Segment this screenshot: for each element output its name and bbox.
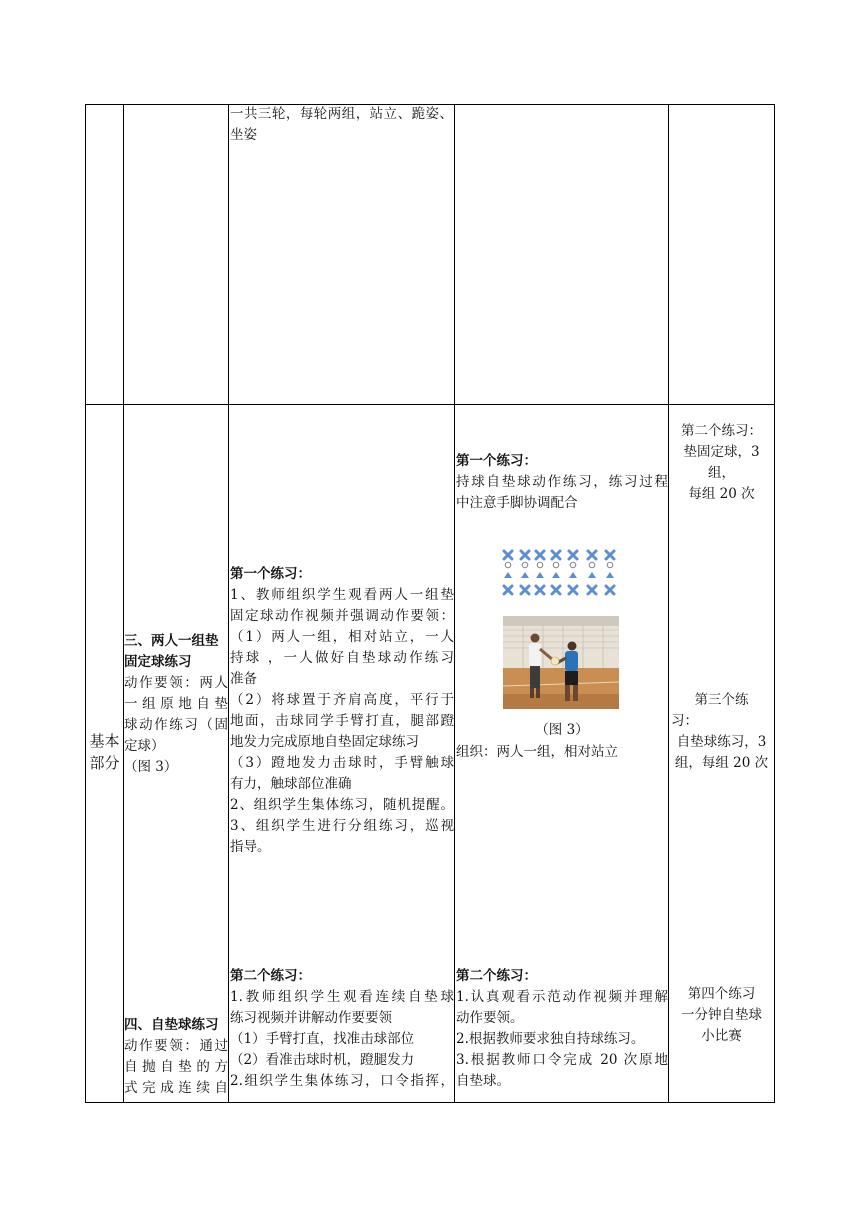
circle-icon <box>537 562 543 568</box>
x-mark-icon <box>536 586 544 594</box>
load-practice-3: 第三个练 习： 自垫球练习，3 组，每组 20 次 <box>671 692 769 771</box>
circle-icon <box>589 562 595 568</box>
content-item-4-title: 四、自垫球练习 <box>124 1017 219 1033</box>
arrow-up-icon <box>504 572 512 578</box>
x-mark-icon <box>569 551 577 559</box>
x-mark-icon <box>569 586 577 594</box>
section-label: 基本 部分 <box>89 732 120 772</box>
x-mark-icon <box>504 551 512 559</box>
teacher-practice-2: 第二个练习： 1.教师组织学生观看连续自垫球 练习视频并讲解动作要要领 （1）手臂打直，找准击球部位 （2）看准击球时机，蹬腿发力 2.组织学生集体练习，口令指挥， <box>230 968 454 1089</box>
arrow-up-icon <box>606 572 614 578</box>
x-mark-icon <box>552 586 560 594</box>
arrow-up-icon <box>588 572 596 578</box>
circle-icon <box>553 562 559 568</box>
practice-photo <box>503 616 619 709</box>
content-item-3-title: 三、两人一组垫 <box>124 633 219 649</box>
arrow-up-icon <box>521 572 529 578</box>
circle-icon <box>522 562 528 568</box>
figure-caption: （图 3） <box>535 722 589 738</box>
circle-icon <box>607 562 613 568</box>
row1-practice-text: 一共三轮，每轮两组，站立、跪姿、 坐姿 <box>230 106 453 143</box>
circle-icon <box>505 562 511 568</box>
load-practice-4: 第四个练习 一分钟自垫球 小比赛 <box>681 986 762 1044</box>
formation-diagram <box>500 548 620 598</box>
arrow-up-icon <box>552 572 560 578</box>
x-mark-icon <box>588 586 596 594</box>
x-mark-icon <box>521 551 529 559</box>
organization-note: 组织：两人一组，相对站立 <box>456 744 618 760</box>
x-mark-icon <box>504 586 512 594</box>
x-mark-icon <box>552 551 560 559</box>
arrow-up-icon <box>569 572 577 578</box>
x-mark-icon <box>521 586 529 594</box>
content-item-4: 四、自垫球练习 动作要领：通过 自抛自垫的方 式完成连续自 <box>124 1017 228 1096</box>
x-mark-icon <box>536 551 544 559</box>
teacher-practice-1: 第一个练习： 1、教师组织学生观看两人一组垫 固定球动作视频并强调动作要领： （1）两人一组，相对站立，一人 持球 ，一人做好自垫球动作练习 准备 （2）将球置于齐肩高度，平行于 地面，击球同学手臂打直，腿部蹬 地发力完成原地自垫固定球练习 （3）蹬地发力击球时，手臂触球 有力，触球部位准确 2、组织学生集体练习，随机提醒。 3、组织学生进行分组练习，巡视 指导。 <box>230 566 454 855</box>
circle-icon <box>570 562 576 568</box>
load-practice-2: 第二个练习： 垫固定球，3 组， 每组 20 次 <box>681 423 762 502</box>
student-practice-1: 第一个练习： 持球自垫球动作练习，练习过程 中注意手脚协调配合 <box>456 453 668 511</box>
x-mark-icon <box>606 551 614 559</box>
x-mark-icon <box>606 586 614 594</box>
x-mark-icon <box>588 551 596 559</box>
content-item-3: 三、两人一组垫 固定球练习 动作要领：两人 一组原地自垫 球动作练习（固 定球） （图 3） <box>124 633 228 775</box>
student-practice-2: 第二个练习： 1.认真观看示范动作视频并理解 动作要领。 2.根据教师要求独自持球练习。 3.根据教师口令完成 20 次原地 自垫球。 <box>456 968 668 1089</box>
arrow-up-icon <box>536 572 544 578</box>
